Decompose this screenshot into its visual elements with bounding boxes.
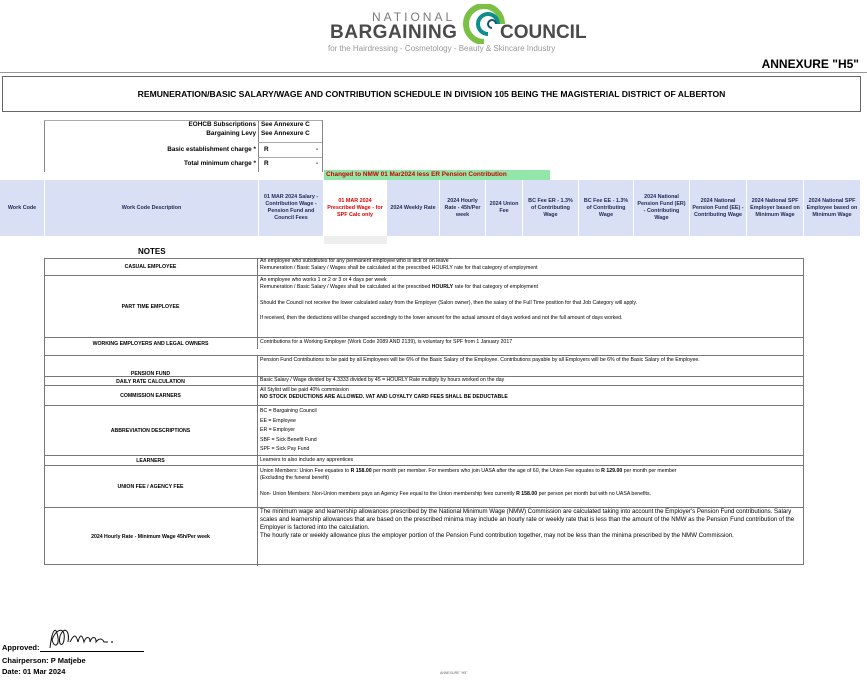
column-header: 2024 National SPF Employee based on Minimum Wage (804, 180, 861, 236)
note-line: Remuneration / Basic Salary / Wages shall be calculated at the prescribed HOURLY rate for that category of employment (260, 265, 538, 272)
footer-annexure: ANNEXURE "H5" (440, 671, 468, 675)
divider (258, 142, 322, 143)
column-header: 2024 Weekly Rate (387, 180, 440, 236)
column-header-prescribed-wage: 01 MAR 2024 Prescribed Wage - for SPF Calc only (324, 180, 387, 236)
note-label: CASUAL EMPLOYEE (44, 258, 258, 275)
note-text (260, 277, 804, 322)
note-label: COMMISSION EARNERS (44, 386, 258, 406)
note-text: Pension Fund Contributions to be paid by all Employees will be 6% of the Basic Salary of the Employee. Contributions payable by all Employers will be 6% of the Basic Salary of the Employee. (260, 357, 700, 363)
note-line: EE = Employee (260, 417, 296, 424)
note-text (260, 387, 804, 402)
info-value: R (264, 160, 269, 167)
empty-cell (324, 236, 387, 244)
note-text (260, 407, 804, 455)
council-logo (328, 4, 588, 54)
table-row (44, 337, 804, 349)
note-label: DAILY RATE CALCULATION (44, 377, 258, 386)
note-text (260, 508, 804, 540)
note-text: Basic Salary / Wage divided by 4.3333 divided by 45 = HOURLY Rate multiply by hours worked on the day (260, 377, 505, 383)
divider (258, 157, 322, 158)
approved-label: Approved: (2, 643, 40, 652)
note-label: PENSION FUND (44, 356, 258, 377)
annexure-label: ANNEXURE "H5" (761, 57, 859, 71)
nmw-change-banner: Changed to NMW 01 Mar2024 less ER Pension Contribution (324, 170, 550, 180)
info-label: Bargaining Levy (206, 130, 256, 137)
divider (258, 120, 259, 172)
column-header: 01 MAR 2024 Salary - Contribution Wage - Pension Fund and Council Fees (259, 180, 324, 236)
column-header: 2024 National Pension Fund (ER) - Contributing Wage (634, 180, 690, 236)
table-row (44, 385, 804, 406)
info-label: Total minimum charge * (184, 160, 256, 167)
divider (0, 72, 867, 73)
info-dash: - (316, 146, 319, 153)
note-label: WORKING EMPLOYERS AND LEGAL OWNERS (44, 338, 258, 349)
info-label: EOHCB Subscriptions (188, 121, 256, 128)
note-line: ER = Employer (260, 427, 296, 434)
note-line: SPF = Sick Pay Fund (260, 446, 310, 453)
table-row (44, 258, 804, 275)
note-line: Should the Council not receive the lower calculated salary from the Employer (Salon owner), then the salary of the Full Time position for that Job Category will apply. (260, 299, 638, 306)
note-text (260, 468, 804, 498)
notes-title: NOTES (138, 247, 166, 256)
column-header: 2024 Hourly Rate - 45h/Per week (440, 180, 486, 236)
note-label: PART TIME EMPLOYEE (44, 276, 258, 338)
logo-bargaining: BARGAINING (330, 22, 458, 43)
column-header: BC Fee EE - 1.3% of Contributing Wage (579, 180, 634, 236)
column-header: Work Code (0, 180, 45, 236)
column-header: 2024 National SPF Employer based on Minimum Wage (747, 180, 804, 236)
note-line: BC = Bargaining Council (260, 408, 317, 414)
note-line: The hourly rate or weekly allowance plus the employer portion of the Pension Fund contribution together, may not be less than the minima prescribed by the NMW Commission. (260, 531, 734, 539)
note-label: LEARNERS (44, 456, 258, 466)
column-header: 2024 Union Fee (486, 180, 523, 236)
note-line: Non- Union Members: Non-Union members pays an Agency Fee equal to the Union membership fees currently R 158.00 per person per month but with no UASA benefits. (260, 490, 652, 497)
column-header-row (0, 180, 861, 236)
note-line: An employee who substitutes for any permanent employee who is sick or on leave (260, 258, 449, 264)
table-row (44, 507, 804, 566)
info-value: R (264, 146, 269, 153)
schedule-title: REMUNERATION/BASIC SALARY/WAGE AND CONTRIBUTION SCHEDULE IN DIVISION 105 BEING THE MAGISTERIAL DISTRICT OF ALBERTON (2, 76, 861, 112)
note-text: Learners to also include any apprentices (260, 457, 354, 463)
note-line: Union Members: Union Fee equates to R 158.00 per month per member. For members who join UASA after the age of 60, the Union Fee equates to R 129.00 per month per member (260, 468, 677, 474)
info-label: Basic establishment charge * (167, 146, 256, 153)
note-text: Contributions for a Working Employer (Work Code 2089 AND 2139), is voluntary for SPF from 1 January 2017 (260, 339, 513, 345)
note-line: (Excluding the funeral benefit) (260, 475, 329, 482)
info-dash: - (316, 160, 319, 167)
table-row (44, 355, 804, 377)
note-line: NO STOCK DEDUCTIONS ARE ALLOWED. VAT AND LOYALTY CARD FEES SHALL BE DEDUCTABLE (260, 394, 508, 401)
note-line: Remuneration / Basic Salary / Wages shall be calculated at the prescribed HOURLY rate for that category of employment (260, 284, 538, 291)
note-line: The minimum wage and learnership allowances prescribed by the National Minimum Wage (NMW) Commission are calculated taking into account the Employer's Pension Fund contributions. Salary scales and learnership allowances that are based on the prescribed minima may include an hourly rate or weekly rate that is less than the amount of the NMW as the Pension Fund contribution of the Employer is factored into the calculation. (260, 508, 795, 531)
note-line: All Stylist will be paid 40% commission (260, 387, 349, 393)
table-row (44, 275, 804, 338)
table-row (44, 405, 804, 456)
info-value: See Annexure C (261, 121, 310, 128)
note-label: 2024 Hourly Rate - Minimum Wage 45h/Per week (44, 508, 258, 566)
note-text (260, 258, 804, 273)
note-label: ABBREVIATION DESCRIPTIONS (44, 406, 258, 456)
column-header: Work Code Description (45, 180, 259, 236)
note-line: An employee who works 1 or 2 or 3 or 4 days per week (260, 277, 387, 283)
table-row (44, 465, 804, 508)
signature-line (40, 651, 144, 652)
note-line: If received, then the deductions will be changed accordingly to the lower amount for the actual amount of days worked and not the full amount of days worked. (260, 314, 623, 321)
info-value: See Annexure C (261, 130, 310, 137)
column-header: BC Fee ER - 1.3% of Contributing Wage (523, 180, 579, 236)
note-label: UNION FEE / AGENCY FEE (44, 466, 258, 508)
note-line: SBF = Sick Benefit Fund (260, 436, 317, 443)
logo-national: NATIONAL (372, 10, 456, 24)
logo-council: COUNCIL (500, 22, 587, 43)
date-label: Date: 01 Mar 2024 (2, 667, 66, 676)
column-header: 2024 National Pension Fund (EE) - Contributing Wage (690, 180, 747, 236)
chairperson-label: Chairperson: P Matjebe (2, 656, 86, 665)
logo-tagline: for the Hairdressing - Cosmetology - Beauty & Skincare Industry (328, 44, 556, 53)
signature-image (44, 620, 124, 652)
